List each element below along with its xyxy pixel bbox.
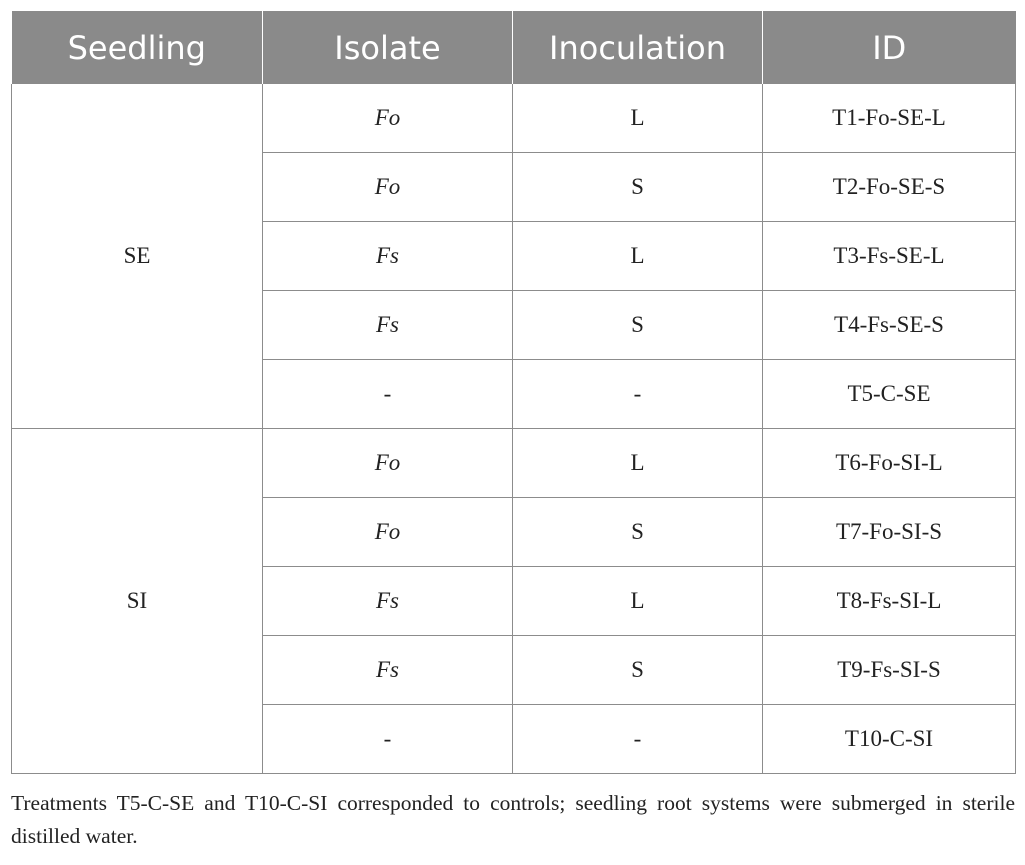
header-id: ID — [763, 11, 1016, 84]
isolate-cell: Fs — [263, 567, 513, 636]
inoculation-cell: L — [513, 84, 763, 153]
header-inoculation: Inoculation — [513, 11, 763, 84]
isolate-cell: Fo — [263, 429, 513, 498]
id-cell: T3-Fs-SE-L — [763, 222, 1016, 291]
isolate-cell: Fo — [263, 84, 513, 153]
header-seedling: Seedling — [12, 11, 263, 84]
inoculation-cell: - — [513, 705, 763, 774]
isolate-cell: Fs — [263, 222, 513, 291]
isolate-cell: Fs — [263, 291, 513, 360]
id-cell: T7-Fo-SI-S — [763, 498, 1016, 567]
isolate-cell: Fo — [263, 153, 513, 222]
inoculation-cell: L — [513, 429, 763, 498]
inoculation-cell: S — [513, 498, 763, 567]
inoculation-cell: S — [513, 153, 763, 222]
isolate-cell: - — [263, 360, 513, 429]
id-cell: T8-Fs-SI-L — [763, 567, 1016, 636]
id-cell: T2-Fo-SE-S — [763, 153, 1016, 222]
inoculation-cell: L — [513, 222, 763, 291]
id-cell: T10-C-SI — [763, 705, 1016, 774]
table-header — [12, 11, 1016, 84]
table-row — [12, 84, 1016, 153]
inoculation-cell: - — [513, 360, 763, 429]
table-row — [12, 429, 1016, 498]
table-body — [12, 84, 1016, 774]
isolate-cell: Fs — [263, 636, 513, 705]
table-footnote: Treatments T5-C-SE and T10-C-SI corresponded to controls; seedling root systems were submerged in sterile distilled water. — [11, 791, 1015, 848]
id-cell: T1-Fo-SE-L — [763, 84, 1016, 153]
header-isolate: Isolate — [263, 11, 513, 84]
header-row — [12, 11, 1016, 84]
isolate-cell: - — [263, 705, 513, 774]
id-cell: T6-Fo-SI-L — [763, 429, 1016, 498]
inoculation-cell: S — [513, 636, 763, 705]
id-cell: T9-Fs-SI-S — [763, 636, 1016, 705]
seedling-cell: SE — [12, 84, 263, 429]
inoculation-cell: L — [513, 567, 763, 636]
id-cell: T4-Fs-SE-S — [763, 291, 1016, 360]
treatments-table-container — [11, 11, 1015, 774]
isolate-cell: Fo — [263, 498, 513, 567]
seedling-cell: SI — [12, 429, 263, 774]
inoculation-cell: S — [513, 291, 763, 360]
id-cell: T5-C-SE — [763, 360, 1016, 429]
treatments-table — [11, 11, 1016, 774]
